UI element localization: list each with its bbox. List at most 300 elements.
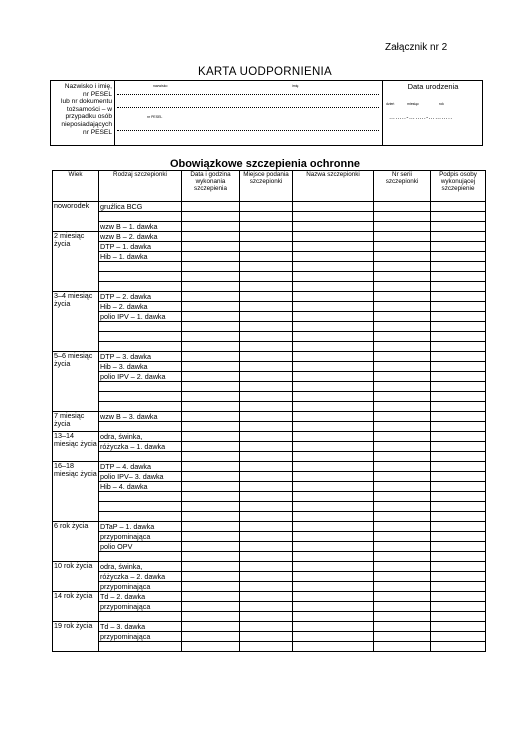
table-row — [53, 452, 486, 462]
batch-cell[interactable] — [374, 632, 431, 642]
site-cell[interactable] — [240, 612, 293, 622]
signature-cell[interactable] — [431, 362, 486, 372]
vaccine-name-cell[interactable] — [293, 572, 374, 582]
batch-cell[interactable] — [374, 302, 431, 312]
signature-cell[interactable] — [431, 552, 486, 562]
identity-box — [50, 80, 483, 146]
datetime-cell[interactable] — [182, 512, 240, 522]
dob-field[interactable]: ……..-……..-……….. — [389, 115, 453, 121]
vaccine-name-cell[interactable] — [293, 262, 374, 272]
table-row — [53, 542, 486, 552]
vaccine-name-cell[interactable] — [293, 532, 374, 542]
header-age: Wiek — [53, 171, 99, 202]
batch-cell[interactable] — [374, 422, 431, 432]
age-cell: 16–18 miesiąc życia — [53, 462, 99, 522]
table-row — [53, 392, 486, 402]
vaccine-name-cell[interactable] — [293, 412, 374, 422]
batch-cell[interactable] — [374, 232, 431, 242]
signature-cell[interactable] — [431, 472, 486, 482]
signature-cell[interactable] — [431, 392, 486, 402]
site-cell[interactable] — [240, 382, 293, 392]
identity-label-line: nr PESEL — [83, 90, 112, 98]
batch-cell[interactable] — [374, 592, 431, 602]
batch-cell[interactable] — [374, 292, 431, 302]
table-row — [53, 562, 486, 572]
signature-cell[interactable] — [431, 592, 486, 602]
signature-cell[interactable] — [431, 492, 486, 502]
batch-cell[interactable] — [374, 272, 431, 282]
vaccine-type-cell: polio IPV – 2. dawka — [99, 372, 182, 382]
pesel-hint: nr PESEL — [147, 115, 163, 119]
datetime-cell[interactable] — [182, 602, 240, 612]
batch-cell[interactable] — [374, 372, 431, 382]
site-cell[interactable] — [240, 342, 293, 352]
signature-cell[interactable] — [431, 212, 486, 222]
vaccine-type-cell: polio IPV – 1. dawka — [99, 312, 182, 322]
signature-cell[interactable] — [431, 512, 486, 522]
datetime-cell[interactable] — [182, 342, 240, 352]
site-cell[interactable] — [240, 522, 293, 532]
table-row — [53, 632, 486, 642]
vaccine-type-cell — [99, 492, 182, 502]
vaccine-type-cell — [99, 342, 182, 352]
batch-cell[interactable] — [374, 492, 431, 502]
batch-cell[interactable] — [374, 442, 431, 452]
identity-label-line: lub nr dokumentu — [61, 98, 112, 106]
vaccine-type-cell — [99, 262, 182, 272]
datetime-cell[interactable] — [182, 402, 240, 412]
datetime-cell[interactable] — [182, 372, 240, 382]
batch-cell[interactable] — [374, 552, 431, 562]
vaccine-name-cell[interactable] — [293, 592, 374, 602]
vaccine-name-cell[interactable] — [293, 252, 374, 262]
form-title: KARTA UODPORNIENIA — [197, 66, 333, 78]
batch-cell[interactable] — [374, 452, 431, 462]
table-row — [53, 432, 486, 442]
annex-label: Załącznik nr 2 — [385, 42, 448, 53]
datetime-cell[interactable] — [182, 302, 240, 312]
datetime-cell[interactable] — [182, 432, 240, 442]
vaccine-name-cell[interactable] — [293, 332, 374, 342]
vaccine-type-cell — [99, 642, 182, 652]
signature-cell[interactable] — [431, 402, 486, 412]
datetime-cell[interactable] — [182, 582, 240, 592]
identity-label-line: Nazwisko i imię, — [64, 83, 112, 90]
table-row — [53, 362, 486, 372]
age-cell: noworodek — [53, 202, 99, 232]
table-row — [53, 482, 486, 492]
site-cell[interactable] — [240, 202, 293, 212]
datetime-cell[interactable] — [182, 622, 240, 632]
vaccine-name-cell[interactable] — [293, 212, 374, 222]
signature-cell[interactable] — [431, 642, 486, 652]
vaccine-name-cell[interactable] — [293, 202, 374, 212]
site-cell[interactable] — [240, 462, 293, 472]
vaccine-name-cell[interactable] — [293, 632, 374, 642]
vaccine-name-cell[interactable] — [293, 272, 374, 282]
site-cell[interactable] — [240, 602, 293, 612]
batch-cell[interactable] — [374, 262, 431, 272]
batch-cell[interactable] — [374, 412, 431, 422]
datetime-cell[interactable] — [182, 362, 240, 372]
datetime-cell[interactable] — [182, 212, 240, 222]
signature-cell[interactable] — [431, 202, 486, 212]
vaccine-name-cell[interactable] — [293, 222, 374, 232]
batch-cell[interactable] — [374, 282, 431, 292]
vaccine-name-cell[interactable] — [293, 282, 374, 292]
signature-cell[interactable] — [431, 242, 486, 252]
site-cell[interactable] — [240, 432, 293, 442]
datetime-cell[interactable] — [182, 332, 240, 342]
vaccine-type-cell: polio IPV– 3. dawka — [99, 472, 182, 482]
batch-cell[interactable] — [374, 322, 431, 332]
site-cell[interactable] — [240, 372, 293, 382]
site-cell[interactable] — [240, 572, 293, 582]
datetime-cell[interactable] — [182, 222, 240, 232]
batch-cell[interactable] — [374, 392, 431, 402]
site-cell[interactable] — [240, 302, 293, 312]
batch-cell[interactable] — [374, 312, 431, 322]
vaccine-name-cell[interactable] — [293, 492, 374, 502]
signature-cell[interactable] — [431, 442, 486, 452]
batch-cell[interactable] — [374, 432, 431, 442]
vaccine-type-cell — [99, 282, 182, 292]
site-cell[interactable] — [240, 272, 293, 282]
vaccine-name-cell[interactable] — [293, 392, 374, 402]
datetime-cell[interactable] — [182, 272, 240, 282]
dob-header: Data urodzenia — [407, 82, 459, 91]
vaccine-type-cell: odra, świnka, — [99, 562, 182, 572]
batch-cell[interactable] — [374, 602, 431, 612]
site-cell[interactable] — [240, 212, 293, 222]
table-row — [53, 382, 486, 392]
vaccine-type-cell — [99, 322, 182, 332]
datetime-cell[interactable] — [182, 592, 240, 602]
table-row — [53, 262, 486, 272]
vaccine-name-cell[interactable] — [293, 482, 374, 492]
vaccine-name-cell[interactable] — [293, 562, 374, 572]
site-cell[interactable] — [240, 292, 293, 302]
site-cell[interactable] — [240, 492, 293, 502]
site-cell[interactable] — [240, 452, 293, 462]
batch-cell[interactable] — [374, 402, 431, 412]
vaccine-name-cell[interactable] — [293, 232, 374, 242]
vaccine-name-cell[interactable] — [293, 552, 374, 562]
vaccine-name-cell[interactable] — [293, 242, 374, 252]
datetime-cell[interactable] — [182, 562, 240, 572]
site-cell[interactable] — [240, 242, 293, 252]
batch-cell[interactable] — [374, 622, 431, 632]
datetime-cell[interactable] — [182, 282, 240, 292]
signature-cell[interactable] — [431, 332, 486, 342]
vaccine-type-cell: wzw B – 1. dawka — [99, 222, 182, 232]
signature-cell[interactable] — [431, 322, 486, 332]
table-row — [53, 322, 486, 332]
signature-cell[interactable] — [431, 412, 486, 422]
signature-cell[interactable] — [431, 372, 486, 382]
vaccine-type-cell — [99, 392, 182, 402]
site-cell[interactable] — [240, 362, 293, 372]
signature-cell[interactable] — [431, 582, 486, 592]
pesel-field[interactable] — [117, 130, 379, 131]
vaccine-name-cell[interactable] — [293, 362, 374, 372]
batch-cell[interactable] — [374, 542, 431, 552]
signature-cell[interactable] — [431, 522, 486, 532]
site-cell[interactable] — [240, 412, 293, 422]
site-cell[interactable] — [240, 332, 293, 342]
table-row — [53, 352, 486, 362]
vaccine-type-cell — [99, 382, 182, 392]
age-cell: 2 miesiąc życia — [53, 232, 99, 292]
vaccine-type-cell: DTP – 1. dawka — [99, 242, 182, 252]
site-cell[interactable] — [240, 232, 293, 242]
table-row — [53, 302, 486, 312]
vaccine-type-cell: wzw B – 2. dawka — [99, 232, 182, 242]
signature-cell[interactable] — [431, 602, 486, 612]
site-cell[interactable] — [240, 282, 293, 292]
vaccine-name-cell[interactable] — [293, 302, 374, 312]
signature-cell[interactable] — [431, 502, 486, 512]
vaccine-name-cell[interactable] — [293, 452, 374, 462]
batch-cell[interactable] — [374, 642, 431, 652]
signature-cell[interactable] — [431, 232, 486, 242]
batch-cell[interactable] — [374, 252, 431, 262]
signature-cell[interactable] — [431, 302, 486, 312]
batch-cell[interactable] — [374, 612, 431, 622]
surname-name-field[interactable] — [117, 94, 379, 95]
vaccine-name-cell[interactable] — [293, 462, 374, 472]
site-cell[interactable] — [240, 322, 293, 332]
datetime-cell[interactable] — [182, 232, 240, 242]
site-cell[interactable] — [240, 502, 293, 512]
datetime-cell[interactable] — [182, 632, 240, 642]
datetime-cell[interactable] — [182, 452, 240, 462]
vaccine-name-cell[interactable] — [293, 312, 374, 322]
datetime-cell[interactable] — [182, 322, 240, 332]
batch-cell[interactable] — [374, 522, 431, 532]
batch-cell[interactable] — [374, 582, 431, 592]
vaccine-name-cell[interactable] — [293, 622, 374, 632]
vaccine-type-cell: Hib – 1. dawka — [99, 252, 182, 262]
datetime-cell[interactable] — [182, 442, 240, 452]
vaccine-type-cell: przypominająca — [99, 632, 182, 642]
datetime-cell[interactable] — [182, 392, 240, 402]
vaccine-name-cell[interactable] — [293, 292, 374, 302]
table-row — [53, 502, 486, 512]
batch-cell[interactable] — [374, 572, 431, 582]
identity-label — [51, 81, 115, 145]
table-header-row — [53, 171, 486, 202]
table-row — [53, 252, 486, 262]
vaccine-type-cell: DTP – 4. dawka — [99, 462, 182, 472]
datetime-cell[interactable] — [182, 482, 240, 492]
header-batch: Nr serii szczepionki — [374, 171, 431, 202]
table-row — [53, 332, 486, 342]
age-cell: 14 rok życia — [53, 592, 99, 622]
site-cell[interactable] — [240, 532, 293, 542]
signature-cell[interactable] — [431, 482, 486, 492]
age-cell: 3–4 miesiąc życia — [53, 292, 99, 352]
signature-cell[interactable] — [431, 612, 486, 622]
batch-cell[interactable] — [374, 472, 431, 482]
datetime-cell[interactable] — [182, 262, 240, 272]
age-cell: 6 rok życia — [53, 522, 99, 562]
table-row — [53, 232, 486, 242]
batch-cell[interactable] — [374, 382, 431, 392]
signature-cell[interactable] — [431, 572, 486, 582]
site-cell[interactable] — [240, 642, 293, 652]
header-vaccine-name: Nazwa szczepionki — [293, 171, 374, 202]
signature-cell[interactable] — [431, 382, 486, 392]
table-row — [53, 582, 486, 592]
datetime-cell[interactable] — [182, 472, 240, 482]
signature-cell[interactable] — [431, 312, 486, 322]
datetime-cell[interactable] — [182, 572, 240, 582]
vaccine-type-cell — [99, 452, 182, 462]
vaccine-name-cell[interactable] — [293, 522, 374, 532]
batch-cell[interactable] — [374, 352, 431, 362]
vaccine-name-cell[interactable] — [293, 472, 374, 482]
signature-cell[interactable] — [431, 422, 486, 432]
vaccine-name-cell[interactable] — [293, 382, 374, 392]
site-cell[interactable] — [240, 312, 293, 322]
datetime-cell[interactable] — [182, 202, 240, 212]
signature-cell[interactable] — [431, 632, 486, 642]
identity-label-line: tożsamości – w — [66, 105, 112, 113]
vaccine-name-cell[interactable] — [293, 372, 374, 382]
datetime-cell[interactable] — [182, 552, 240, 562]
batch-cell[interactable] — [374, 462, 431, 472]
table-row — [53, 602, 486, 612]
signature-cell[interactable] — [431, 452, 486, 462]
table-row — [53, 622, 486, 632]
datetime-cell[interactable] — [182, 242, 240, 252]
datetime-cell[interactable] — [182, 422, 240, 432]
signature-cell[interactable] — [431, 252, 486, 262]
site-cell[interactable] — [240, 402, 293, 412]
signature-cell[interactable] — [431, 262, 486, 272]
batch-cell[interactable] — [374, 202, 431, 212]
signature-cell[interactable] — [431, 432, 486, 442]
datetime-cell[interactable] — [182, 312, 240, 322]
site-cell[interactable] — [240, 252, 293, 262]
signature-cell[interactable] — [431, 352, 486, 362]
site-cell[interactable] — [240, 422, 293, 432]
vaccine-name-cell[interactable] — [293, 342, 374, 352]
site-cell[interactable] — [240, 262, 293, 272]
signature-cell[interactable] — [431, 562, 486, 572]
datetime-cell[interactable] — [182, 522, 240, 532]
batch-cell[interactable] — [374, 562, 431, 572]
vaccine-type-cell: Hib – 2. dawka — [99, 302, 182, 312]
site-cell[interactable] — [240, 592, 293, 602]
batch-cell[interactable] — [374, 222, 431, 232]
vaccine-name-cell[interactable] — [293, 512, 374, 522]
batch-cell[interactable] — [374, 362, 431, 372]
vaccine-type-cell: przypominająca — [99, 602, 182, 612]
identity-label-line: przypadku osób — [65, 113, 112, 121]
datetime-cell[interactable] — [182, 642, 240, 652]
datetime-cell[interactable] — [182, 462, 240, 472]
datetime-cell[interactable] — [182, 532, 240, 542]
vaccine-name-cell[interactable] — [293, 322, 374, 332]
batch-cell[interactable] — [374, 342, 431, 352]
signature-cell[interactable] — [431, 222, 486, 232]
site-cell[interactable] — [240, 562, 293, 572]
batch-cell[interactable] — [374, 332, 431, 342]
datetime-cell[interactable] — [182, 492, 240, 502]
table-row — [53, 552, 486, 562]
extra-name-field[interactable] — [117, 107, 379, 108]
signature-cell[interactable] — [431, 272, 486, 282]
site-cell[interactable] — [240, 622, 293, 632]
batch-cell[interactable] — [374, 212, 431, 222]
vaccine-type-cell: odra, świnka, — [99, 432, 182, 442]
datetime-cell[interactable] — [182, 542, 240, 552]
vaccine-type-cell: Hib – 4. dawka — [99, 482, 182, 492]
site-cell[interactable] — [240, 392, 293, 402]
vaccine-name-cell[interactable] — [293, 502, 374, 512]
vaccine-name-cell[interactable] — [293, 442, 374, 452]
batch-cell[interactable] — [374, 502, 431, 512]
signature-cell[interactable] — [431, 462, 486, 472]
batch-cell[interactable] — [374, 242, 431, 252]
table-row — [53, 422, 486, 432]
datetime-cell[interactable] — [182, 352, 240, 362]
vaccination-table — [52, 170, 486, 652]
datetime-cell[interactable] — [182, 252, 240, 262]
signature-cell[interactable] — [431, 532, 486, 542]
batch-cell[interactable] — [374, 532, 431, 542]
datetime-cell[interactable] — [182, 412, 240, 422]
site-cell[interactable] — [240, 222, 293, 232]
site-cell[interactable] — [240, 442, 293, 452]
site-cell[interactable] — [240, 512, 293, 522]
vaccine-type-cell: DTP – 2. dawka — [99, 292, 182, 302]
datetime-cell[interactable] — [182, 292, 240, 302]
identity-label-line: nr PESEL — [83, 128, 112, 136]
site-cell[interactable] — [240, 632, 293, 642]
vaccine-type-cell: Td – 3. dawka — [99, 622, 182, 632]
datetime-cell[interactable] — [182, 612, 240, 622]
signature-cell[interactable] — [431, 342, 486, 352]
datetime-cell[interactable] — [182, 382, 240, 392]
site-cell[interactable] — [240, 352, 293, 362]
vaccine-name-cell[interactable] — [293, 402, 374, 412]
site-cell[interactable] — [240, 482, 293, 492]
batch-cell[interactable] — [374, 482, 431, 492]
vaccine-name-cell[interactable] — [293, 542, 374, 552]
vaccine-name-cell[interactable] — [293, 602, 374, 612]
vaccine-name-cell[interactable] — [293, 612, 374, 622]
site-cell[interactable] — [240, 582, 293, 592]
vaccine-name-cell[interactable] — [293, 432, 374, 442]
vaccine-name-cell[interactable] — [293, 642, 374, 652]
site-cell[interactable] — [240, 552, 293, 562]
signature-cell[interactable] — [431, 292, 486, 302]
table-row — [53, 522, 486, 532]
signature-cell[interactable] — [431, 622, 486, 632]
signature-cell[interactable] — [431, 282, 486, 292]
site-cell[interactable] — [240, 472, 293, 482]
vaccine-name-cell[interactable] — [293, 422, 374, 432]
site-cell[interactable] — [240, 542, 293, 552]
batch-cell[interactable] — [374, 512, 431, 522]
vaccine-name-cell[interactable] — [293, 582, 374, 592]
signature-cell[interactable] — [431, 542, 486, 552]
datetime-cell[interactable] — [182, 502, 240, 512]
vaccine-name-cell[interactable] — [293, 352, 374, 362]
